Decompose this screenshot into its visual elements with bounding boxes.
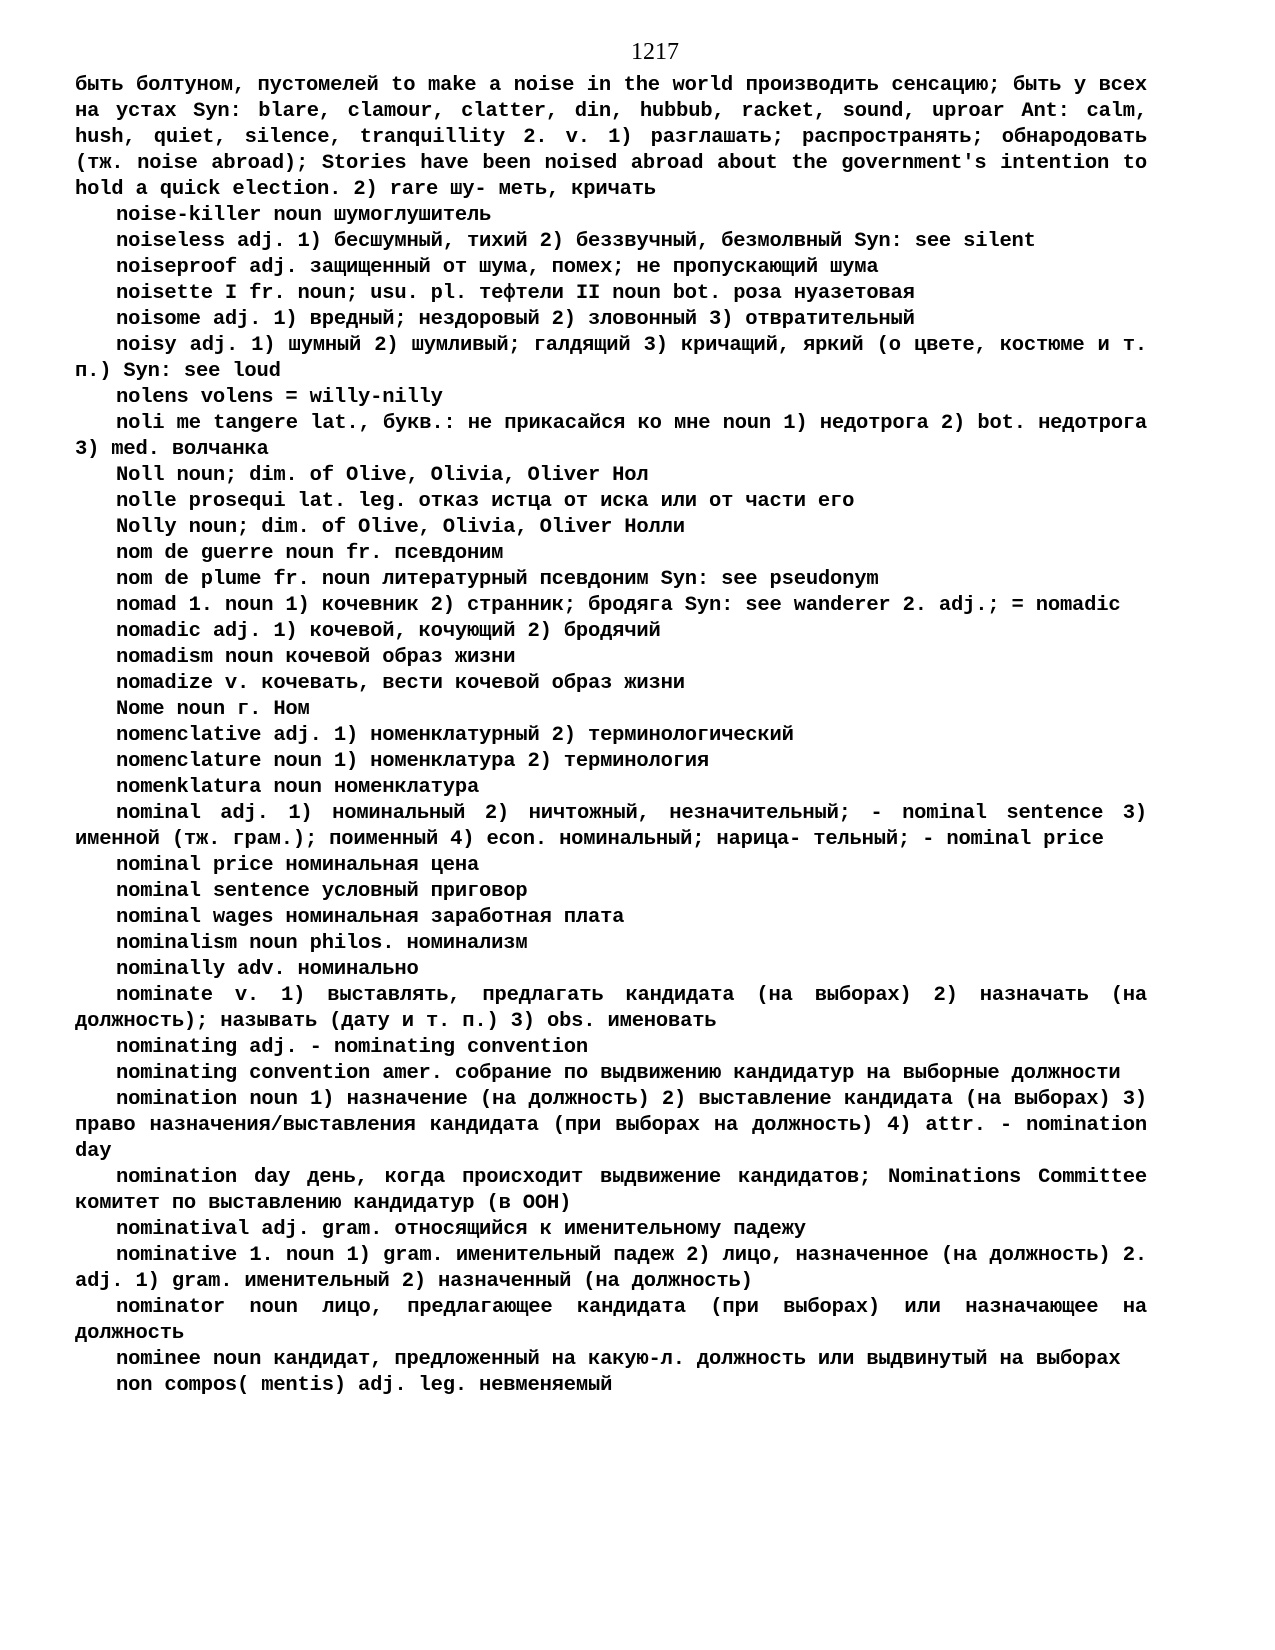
- dictionary-entry: nomination noun 1) назначение (на должность) 2) выставление кандидата (на выборах) 3) право назначения/выставления кандидата (при выборах на должность) 4) attr. - nomination day: [75, 1088, 1147, 1163]
- dictionary-entry: nominal sentence условный приговор: [116, 880, 528, 903]
- dictionary-entry: noisette I fr. noun; usu. pl. тефтели II noun bot. роза нуазетовая: [116, 282, 915, 305]
- dictionary-entry: nolle prosequi lat. leg. отказ истца от иска или от части его: [116, 490, 855, 513]
- page-number: 1217: [631, 39, 679, 65]
- dictionary-entry: Nome noun г. Ном: [116, 698, 310, 721]
- dictionary-entry: nominally adv. номинально: [116, 958, 419, 981]
- dictionary-entry: noisome adj. 1) вредный; нездоровый 2) зловонный 3) отвратительный: [116, 308, 915, 331]
- dictionary-entry: nom de guerre noun fr. псевдоним: [116, 542, 504, 565]
- dictionary-entry: non compos( mentis) adj. leg. невменяемый: [116, 1374, 613, 1397]
- dictionary-entry: nomenclative adj. 1) номенклатурный 2) терминологический: [116, 724, 794, 747]
- dictionary-entry: nominal wages номинальная заработная плата: [116, 906, 625, 929]
- dictionary-entry: nominator noun лицо, предлагающее кандидата (при выборах) или назначающее на должность: [75, 1296, 1147, 1345]
- dictionary-entry: nomadism noun кочевой образ жизни: [116, 646, 516, 669]
- dictionary-entry: Nolly noun; dim. of Olive, Olivia, Oliver Нолли: [116, 516, 685, 539]
- dictionary-entry: nomad 1. noun 1) кочевник 2) странник; бродяга Syn: see wanderer 2. adj.; = nomadic: [116, 594, 1121, 617]
- dictionary-entry: nolens volens = willy-nilly: [116, 386, 443, 409]
- dictionary-entry: noise-killer noun шумоглушитель: [116, 204, 492, 227]
- dictionary-entry: nominee noun кандидат, предложенный на какую-л. должность или выдвинутый на выборах: [116, 1348, 1121, 1371]
- dictionary-entry: nomination day день, когда происходит выдвижение кандидатов; Nominations Committee комитет по выставлению кандидатур (в ООН): [75, 1166, 1147, 1215]
- dictionary-entry: nomenclature noun 1) номенклатура 2) терминология: [116, 750, 709, 773]
- dictionary-entry: nominal adj. 1) номинальный 2) ничтожный, незначительный; - nominal sentence 3) именной (тж. грам.); поименный 4) econ. номинальный; нарица- тельный; - nominal price: [75, 802, 1147, 851]
- dictionary-entry: noiseless adj. 1) бесшумный, тихий 2) беззвучный, безмолвный Syn: see silent: [116, 230, 1036, 253]
- dictionary-entry: nominating convention amer. собрание по выдвижению кандидатур на выборные должности: [116, 1062, 1121, 1085]
- dictionary-entry: noli me tangere lat., букв.: не прикасайся ко мне noun 1) недотрога 2) bot. недотрога 3) med. волчанка: [75, 412, 1147, 461]
- dictionary-entry: noiseproof adj. защищенный от шума, помех; не пропускающий шума: [116, 256, 879, 279]
- dictionary-entry: noisy adj. 1) шумный 2) шумливый; галдящий 3) кричащий, яркий (о цвете, костюме и т. п.) Syn: see loud: [75, 334, 1147, 383]
- dictionary-entry: nominalism noun philos. номинализм: [116, 932, 528, 955]
- dictionary-entry: nom de plume fr. noun литературный псевдоним Syn: see pseudonym: [116, 568, 879, 591]
- dictionary-entry: Noll noun; dim. of Olive, Olivia, Oliver Нол: [116, 464, 649, 487]
- dictionary-entry: nomadize v. кочевать, вести кочевой образ жизни: [116, 672, 685, 695]
- entry-list: [75, 73, 1147, 1399]
- dictionary-entry: nomadic adj. 1) кочевой, кочующий 2) бродячий: [116, 620, 661, 643]
- dictionary-entry: nomenklatura noun номенклатура: [116, 776, 480, 799]
- dictionary-entry: быть болтуном, пустомелей to make a noise in the world производить сенсацию; быть у всех на устах Syn: blare, clamour, clatter, din, hubbub, racket, sound, uproar Ant: calm, hush, quiet, silence, tranquillity 2. v. 1) разглашать; распространять; обнародовать (тж. noise abroad); Stories have been noised abroad about the government's intention to hold a quick election. 2) rare шу- меть, кричать: [75, 74, 1147, 201]
- dictionary-entry: nominating adj. - nominating convention: [116, 1036, 588, 1059]
- dictionary-entry: nominate v. 1) выставлять, предлагать кандидата (на выборах) 2) назначать (на должность); называть (дату и т. п.) 3) obs. именовать: [75, 984, 1147, 1033]
- dictionary-entry: nominative 1. noun 1) gram. именительный падеж 2) лицо, назначенное (на должность) 2. adj. 1) gram. именительный 2) назначенный (на должность): [75, 1244, 1147, 1293]
- dictionary-entry: nominal price номинальная цена: [116, 854, 480, 877]
- dictionary-entry: nominatival adj. gram. относящийся к именительному падежу: [116, 1218, 806, 1241]
